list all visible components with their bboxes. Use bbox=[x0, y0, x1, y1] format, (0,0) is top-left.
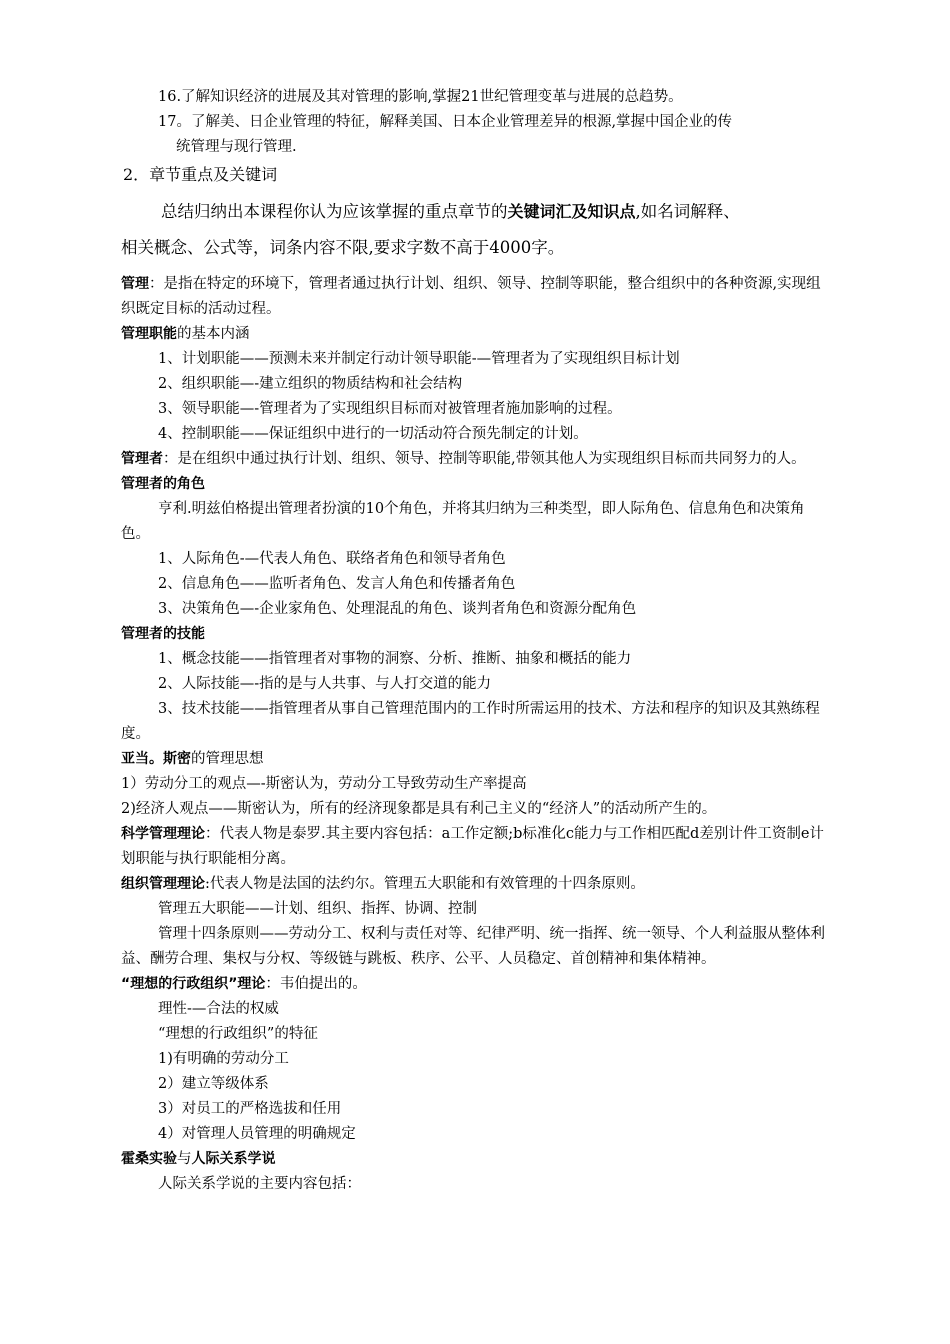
section-heading: 2．章节重点及关键词 bbox=[123, 165, 278, 184]
definition-manager bbox=[121, 447, 833, 472]
intro-text-b: ,如名词解释、 bbox=[635, 202, 740, 221]
list-item: 3）对员工的严格选拔和任用 bbox=[158, 1101, 342, 1117]
term-human-relations: 人际关系学说 bbox=[191, 1151, 276, 1167]
def-manager: ：是在组织中通过执行计划、组织、领导、控制等职能,带领其他人为实现组织目标而共同努力的人。 bbox=[163, 451, 806, 467]
definition-scientific bbox=[121, 822, 833, 872]
term-skills: 管理者的技能 bbox=[121, 626, 205, 642]
term-roles: 管理者的角色 bbox=[121, 476, 205, 492]
list-item: 4）对管理人员管理的明确规定 bbox=[158, 1126, 356, 1142]
heading-functions-rest: 的基本内涵 bbox=[177, 326, 250, 342]
heading-hawthorne bbox=[121, 1147, 833, 1172]
term-admin: “理想的行政组织”理论 bbox=[121, 976, 266, 992]
list-item: 3、技术技能——指管理者从事自己管理范围内的工作时所需运用的技术、方法和程序的知识及其熟练程度。 bbox=[121, 701, 820, 742]
term-hawthorne: 霍桑实验 bbox=[121, 1151, 177, 1167]
def-admin: ：韦伯提出的。 bbox=[265, 976, 367, 992]
objective-16: 16.了解知识经济的进展及其对管理的影响,掌握21世纪管理变革与进展的总趋势。 bbox=[158, 89, 683, 105]
list-item: 1)有明确的劳动分工 bbox=[158, 1051, 289, 1067]
term-manager: 管理者 bbox=[121, 451, 163, 467]
list-item: 2、组织职能—-建立组织的物质结构和社会结构 bbox=[158, 376, 463, 392]
term-smith: 亚当。斯密 bbox=[121, 751, 191, 767]
rational-authority: 理性-—合法的权威 bbox=[158, 1001, 279, 1017]
term-functions: 管理职能 bbox=[121, 326, 177, 342]
term-management: 管理 bbox=[121, 276, 149, 292]
five-functions: 管理五大职能——计划、组织、指挥、协调、控制 bbox=[158, 901, 477, 917]
list-item: 3、领导职能—-管理者为了实现组织目标而对被管理者施加影响的过程。 bbox=[158, 401, 622, 417]
definition-management bbox=[121, 272, 833, 322]
def-organization: :代表人物是法国的法约尔。管理五大职能和有效管理的十四条原则。 bbox=[205, 876, 645, 892]
heading-smith bbox=[121, 747, 833, 772]
heading-roles bbox=[121, 472, 833, 497]
document-body bbox=[121, 85, 833, 1197]
heading-smith-rest: 的管理思想 bbox=[191, 751, 264, 767]
list-item: 2、人际技能—-指的是与人共事、与人打交道的能力 bbox=[158, 676, 492, 692]
term-scientific: 科学管理理论 bbox=[121, 826, 205, 842]
heading-hawthorne-mid: 与 bbox=[177, 1151, 192, 1167]
list-item: 2）建立等级体系 bbox=[158, 1076, 269, 1092]
list-item: 1、概念技能——指管理者对事物的洞察、分析、推断、抽象和概括的能力 bbox=[158, 651, 632, 667]
intro-paragraph bbox=[121, 194, 833, 230]
intro-emphasis: 关键词汇及知识点 bbox=[507, 202, 636, 221]
intro-paragraph-cont: 相关概念、公式等，词条内容不限,要求字数不高于4000字。 bbox=[121, 238, 565, 257]
objective-17-line2: 统管理与现行管理. bbox=[176, 139, 297, 155]
human-relations-intro: 人际关系学说的主要内容包括： bbox=[158, 1176, 361, 1192]
term-organization: 组织管理理论 bbox=[121, 876, 205, 892]
definition-admin bbox=[121, 972, 833, 997]
def-management: ：是指在特定的环境下，管理者通过执行计划、组织、领导、控制等职能，整合组织中的各种资源,实现组织既定目标的活动过程。 bbox=[121, 276, 821, 317]
list-item: 4、控制职能——保证组织中进行的一切活动符合预先制定的计划。 bbox=[158, 426, 588, 442]
list-item: 1）劳动分工的观点—-斯密认为，劳动分工导致劳动生产率提高 bbox=[121, 776, 527, 792]
heading-functions bbox=[121, 322, 833, 347]
list-item: 2)经济人观点——斯密认为，所有的经济现象都是具有利己主义的“经济人”的活动所产生的。 bbox=[121, 801, 717, 817]
fourteen-principles: 管理十四条原则——劳动分工、权利与责任对等、纪律严明、统一指挥、统一领导、个人利益服从整体利益、酬劳合理、集权与分权、等级链与跳板、秩序、公平、人员稳定、首创精神和集体精神。 bbox=[121, 926, 825, 967]
definition-organization bbox=[121, 872, 833, 897]
intro-text-a: 总结归纳出本课程你认为应该掌握的重点章节的 bbox=[161, 202, 508, 221]
objective-17-line1: 17。了解美、日企业管理的特征，解释美国、日本企业管理差异的根源,掌握中国企业的传 bbox=[158, 114, 733, 130]
list-item: 2、信息角色——监听者角色、发言人角色和传播者角色 bbox=[158, 576, 516, 592]
roles-intro: 亨利.明兹伯格提出管理者扮演的10个角色，并将其归纳为三种类型，即人际角色、信息角色和决策角色。 bbox=[121, 501, 805, 542]
heading-skills bbox=[121, 622, 833, 647]
admin-features-heading: “理想的行政组织”的特征 bbox=[158, 1026, 318, 1042]
def-scientific: ：代表人物是泰罗.其主要内容包括：a工作定额;b标准化c能力与工作相匹配d差别计件工资制e计划职能与执行职能相分离。 bbox=[121, 826, 824, 867]
list-item: 1、人际角色-—代表人角色、联络者角色和领导者角色 bbox=[158, 551, 506, 567]
list-item: 1、计划职能——预测未来并制定行动计领导职能-—管理者为了实现组织目标计划 bbox=[158, 351, 680, 367]
list-item: 3、决策角色—-企业家角色、处理混乱的角色、谈判者角色和资源分配角色 bbox=[158, 601, 637, 617]
